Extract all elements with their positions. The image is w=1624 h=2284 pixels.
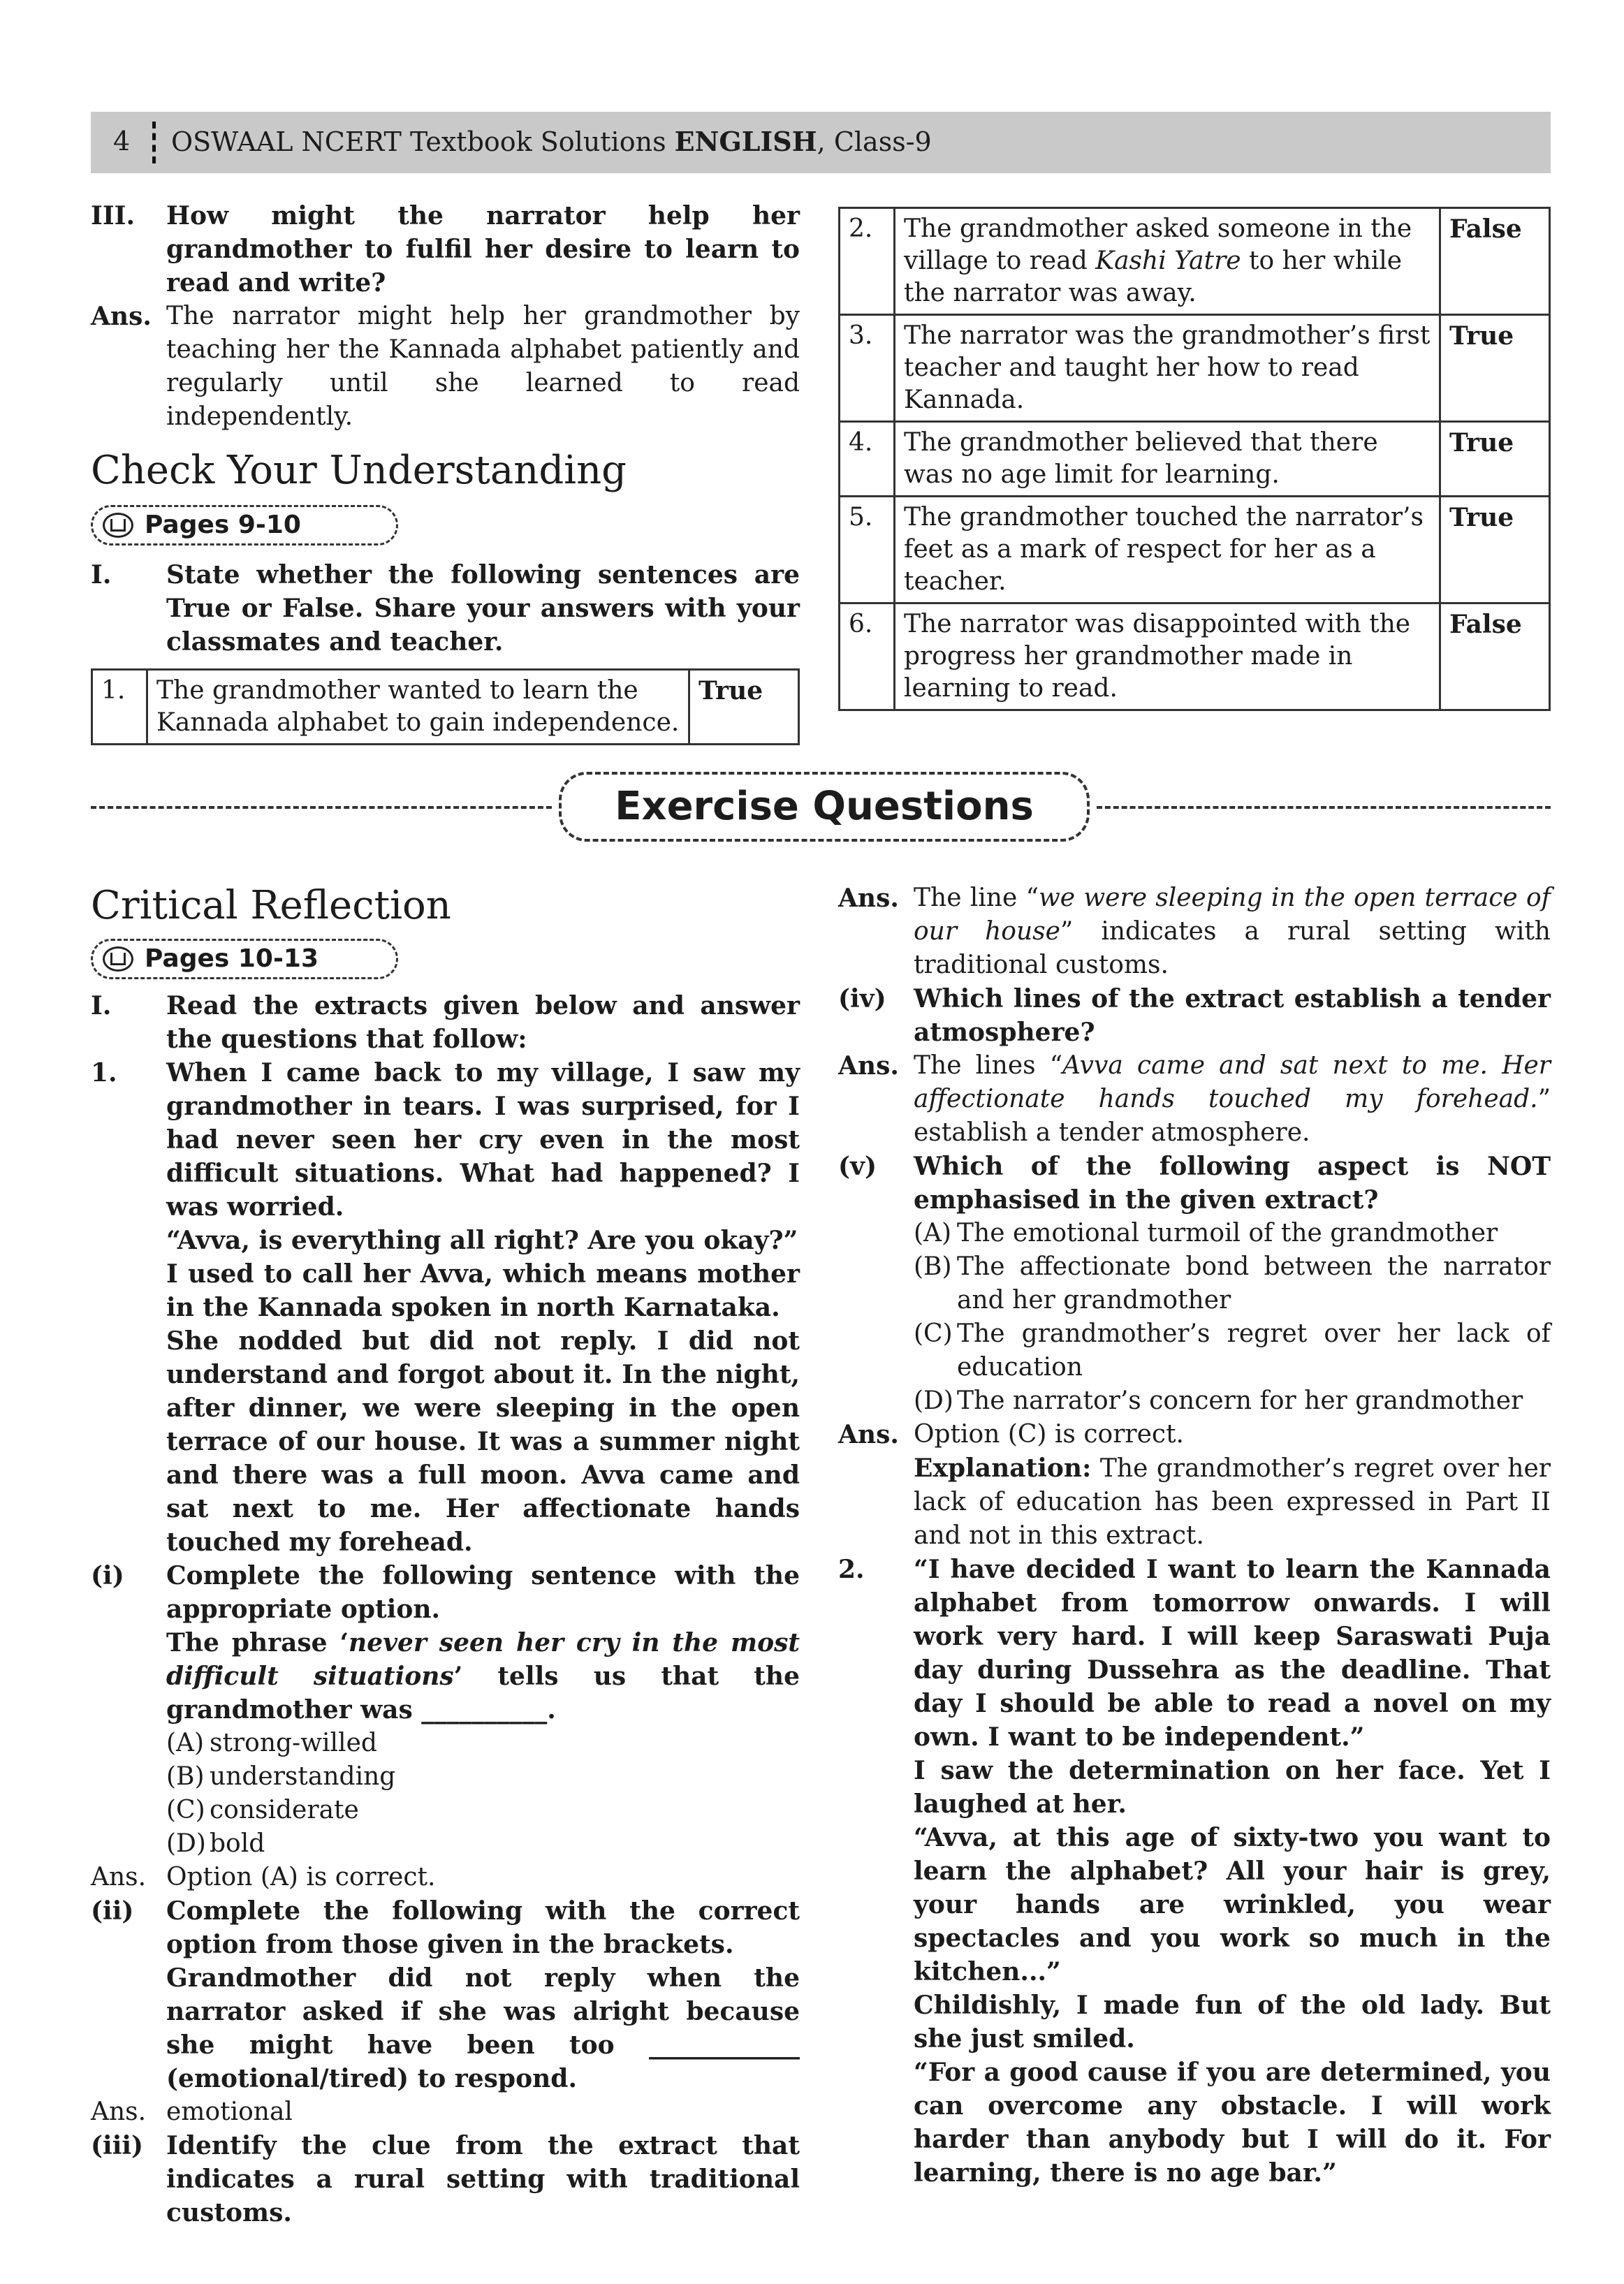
option-text: The grandmother’s regret over her lack of education	[957, 1319, 1551, 1382]
answer-part: ” establish a tender atmosphere.	[914, 1085, 1551, 1147]
question-text: Identify the clue from the extract that indicates a rural setting with traditional customs.	[166, 2131, 800, 2227]
quoted-line: Avva came and sat next to me. Her affectionate hands touched my forehead.	[914, 1051, 1551, 1113]
header-title-class: , Class-9	[817, 126, 932, 157]
row-statement	[895, 208, 1440, 315]
question-label: (iii)	[91, 2131, 144, 2160]
answer-part: The lines “	[914, 1051, 1063, 1080]
quoted-phrase: never seen her cry in the most difficult situations	[166, 1628, 800, 1691]
book-title-kashi-yatre: Kashi Yatre	[1095, 247, 1241, 275]
section-title: Check Your Understanding	[91, 448, 627, 493]
option-text: The affectionate bond between the narrator and her grandmother	[957, 1252, 1551, 1315]
true-false-table-right	[838, 207, 1551, 711]
option	[166, 1827, 800, 1861]
question-iii	[91, 2129, 800, 2230]
header-title-subject: ENGLISH	[674, 126, 817, 157]
extract-label: 2.	[838, 1555, 865, 1584]
table-row	[92, 670, 799, 745]
question-ii	[91, 1894, 800, 1961]
row-answer: False	[1440, 208, 1550, 315]
question-i-prompt	[166, 1626, 800, 1727]
question-iii	[91, 199, 800, 300]
instruction-text: State whether the following sentences are True or False. Share your answers with your classmates and teacher.	[166, 560, 800, 657]
row-number: 6.	[840, 603, 895, 710]
answer-text: Option (A) is correct.	[166, 1863, 436, 1891]
table-row	[840, 497, 1550, 603]
question-label: (ii)	[91, 1896, 134, 1926]
book-icon	[103, 946, 133, 972]
extract-paragraph: I saw the determination on her face. Yet I laughed at her.	[914, 1756, 1551, 1819]
header-title-prefix: OSWAAL NCERT Textbook Solutions	[171, 126, 675, 157]
answer-text: emotional	[166, 2098, 293, 2126]
table-row	[840, 208, 1550, 315]
table-row	[840, 315, 1550, 422]
right-answers-column	[838, 881, 1551, 2190]
pages-badge-label: Pages 10-13	[145, 944, 319, 973]
instruction-label: I.	[91, 560, 112, 590]
answer-text	[914, 1049, 1551, 1150]
instruction-i	[91, 989, 800, 1056]
pages-badge-wrap	[91, 505, 800, 547]
instruction-text: Read the extracts given below and answer the questions that follow:	[166, 991, 800, 1054]
question-i	[91, 1559, 800, 1626]
explanation-label: Explanation:	[914, 1454, 1092, 1483]
answer-label: Ans.	[838, 1051, 899, 1081]
option	[914, 1217, 1551, 1250]
option-label: (C)	[914, 1319, 953, 1348]
row-number: 1.	[92, 670, 147, 745]
row-statement-part: to her while the narrator was away.	[904, 247, 1403, 307]
header-title	[171, 126, 932, 157]
answer-label: Ans.	[91, 1863, 147, 1891]
exercise-banner	[91, 772, 1551, 842]
answer-text: The narrator might help her grandmother by teaching her the Kannada alphabet patiently and regularly until she learned to read independently.	[166, 302, 800, 431]
question-v	[838, 1150, 1551, 1217]
extract-paragraph: “For a good cause if you are determined, you can overcome any obstacle. I will work harder than anybody but I will do it. For learning, there is no age bar.”	[914, 2058, 1551, 2188]
page-header	[91, 112, 1551, 173]
option	[914, 1250, 1551, 1317]
option-text: The emotional turmoil of the grandmother	[957, 1219, 1498, 1247]
row-statement: The grandmother believed that there was no age limit for learning.	[895, 422, 1440, 497]
explanation	[914, 1451, 1551, 1553]
answer-part: The line “	[914, 884, 1039, 912]
question-text: Which lines of the extract establish a tender atmosphere?	[914, 984, 1551, 1047]
row-answer: True	[1440, 497, 1550, 603]
option-label: (C)	[166, 1796, 205, 1824]
answer-part: ” indicates a rural setting with traditional customs.	[914, 917, 1551, 979]
row-answer: True	[1440, 315, 1550, 422]
answer-text	[914, 881, 1551, 982]
extract-paragraph: “Avva, at this age of sixty-two you want to learn the alphabet? All your hair is grey, your hands are wrinkled, you wear spectacles and you work so much in the kitchen...”	[914, 1823, 1551, 1986]
option-text: The narrator’s concern for her grandmother	[957, 1386, 1523, 1415]
option-label: (A)	[166, 1729, 205, 1757]
option-label: (A)	[914, 1219, 952, 1247]
critical-reflection-title: Critical Reflection	[91, 883, 451, 928]
table-row	[840, 422, 1550, 497]
pages-badge-wrap	[91, 939, 800, 981]
question-text: Complete the following with the correct option from those given in the brackets.	[166, 1896, 800, 1959]
option-text: strong-willed	[210, 1729, 377, 1757]
question-label: (iv)	[838, 984, 886, 1013]
question-text: Complete the following sentence with the appropriate option.	[166, 1561, 800, 1624]
option-label: (B)	[914, 1252, 952, 1281]
answer-label: Ans.	[91, 302, 152, 331]
true-false-table-left	[91, 668, 800, 745]
row-number: 3.	[840, 315, 895, 422]
option	[914, 1384, 1551, 1418]
top-left-column	[91, 199, 800, 745]
question-text: How might the narrator help her grandmother to fulfil her desire to learn to read and write?	[166, 201, 800, 298]
question-label: (v)	[838, 1152, 877, 1181]
answer-iv	[838, 1049, 1551, 1150]
row-answer: True	[1440, 422, 1550, 497]
answer-text: Option (C) is correct.	[914, 1420, 1184, 1449]
answer-iii	[91, 300, 800, 434]
option	[914, 1317, 1551, 1384]
option-text: understanding	[210, 1762, 396, 1791]
option	[166, 1727, 800, 1760]
pages-badge-label: Pages 9-10	[145, 511, 301, 539]
extract-label: 1.	[91, 1058, 117, 1088]
row-number: 4.	[840, 422, 895, 497]
row-number: 2.	[840, 208, 895, 315]
option	[166, 1760, 800, 1794]
instruction-label: I.	[91, 991, 112, 1020]
extract-paragraph: I used to call her Avva, which means mother in the Kannada spoken in north Karnataka.	[166, 1259, 800, 1322]
page-number: 4	[113, 126, 131, 156]
answer-ii	[91, 2095, 800, 2129]
prompt-part: The phrase ‘	[166, 1628, 349, 1657]
row-statement: The narrator was the grandmother’s first teacher and taught her how to read Kannada.	[895, 315, 1440, 422]
answer-v	[838, 1418, 1551, 1451]
exercise-title: Exercise Questions	[559, 772, 1090, 842]
answer-i	[91, 1861, 800, 1894]
question-iv	[838, 982, 1551, 1049]
row-statement: The grandmother touched the narrator’s feet as a mark of respect for her as a teacher.	[895, 497, 1440, 603]
row-answer: True	[689, 670, 799, 745]
question-label: III.	[91, 201, 136, 230]
instruction-i	[91, 558, 800, 659]
option-text: bold	[210, 1829, 265, 1858]
pages-badge	[91, 505, 398, 546]
row-statement: The grandmother wanted to learn the Kannada alphabet to gain independence.	[147, 670, 689, 745]
explanation-text: The grandmother’s regret over her lack of education has been expressed in Part II and not in this extract.	[914, 1454, 1551, 1550]
question-label: (i)	[91, 1561, 124, 1590]
answer-label: Ans.	[91, 2098, 147, 2126]
dashed-rule-right	[1097, 806, 1551, 809]
pages-badge	[91, 939, 398, 979]
extract-1	[91, 1056, 800, 1224]
table-row	[840, 603, 1550, 710]
answer-label: Ans.	[838, 884, 899, 913]
option-label: (D)	[914, 1386, 953, 1415]
extract-paragraph: She nodded but did not reply. I did not understand and forgot about it. In the night, after dinner, we were sleeping in the open terrace of our house. It was a summer night and there was a full moon. Avva came and sat next to me. Her affectionate hands touched my forehead.	[166, 1326, 800, 1557]
row-statement-part: The grandmother asked someone in the village to read	[904, 214, 1412, 275]
option-label: (D)	[166, 1829, 206, 1858]
extract-paragraph: Childishly, I made fun of the old lady. But she just smiled.	[914, 1991, 1551, 2054]
extract-paragraph: “I have decided I want to learn the Kannada alphabet from tomorrow onwards. I will work very hard. I will keep Saraswati Puja day during Dussehra as the deadline. That day I should be able to read a novel on my own. I want to be independent.”	[914, 1555, 1551, 1752]
answer-iii	[838, 881, 1551, 982]
question-text: Which of the following aspect is NOT emphasised in the given extract?	[914, 1152, 1551, 1215]
option	[166, 1794, 800, 1827]
header-divider	[152, 122, 156, 163]
extract-2	[838, 1553, 1551, 1754]
extract-paragraph: When I came back to my village, I saw my grandmother in tears. I was surprised, for I had never seen her cry even in the most difficult situations. What had happened? I was worried.	[166, 1058, 800, 1222]
row-number: 5.	[840, 497, 895, 603]
prompt-part: ’ tells us that the grandmother was __________.	[166, 1662, 800, 1725]
answer-label: Ans.	[838, 1420, 899, 1449]
question-ii-prompt: Grandmother did not reply when the narrator asked if she was alright because she might have been too ____________ (emotional/tired) to respond.	[166, 1963, 800, 2093]
option-label: (B)	[166, 1762, 205, 1791]
quoted-line: we were sleeping in the open terrace of our house	[914, 884, 1551, 946]
critical-reflection-column	[91, 881, 800, 2230]
extract-paragraph: “Avva, is everything all right? Are you okay?”	[166, 1226, 798, 1255]
option-text: considerate	[210, 1796, 359, 1824]
row-statement: The narrator was disappointed with the progress her grandmother made in learning to read.	[895, 603, 1440, 710]
book-icon	[103, 513, 133, 538]
row-answer: False	[1440, 603, 1550, 710]
dashed-rule-left	[91, 806, 552, 809]
